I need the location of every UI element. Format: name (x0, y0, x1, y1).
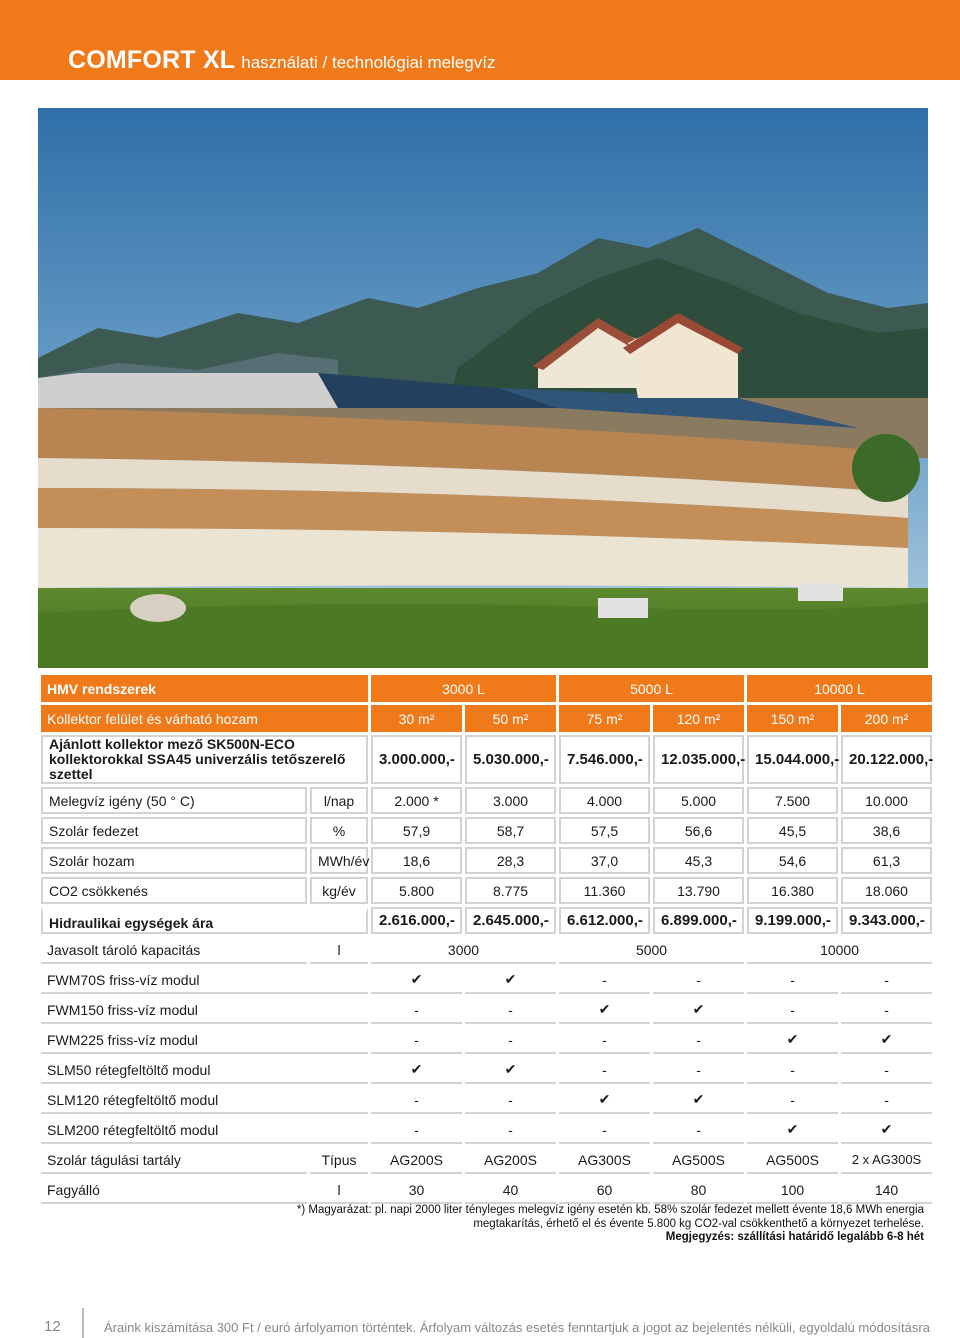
value-cell: - (747, 1087, 838, 1114)
tank-3000: 3000 L (371, 675, 556, 702)
value-cell: 57,9 (371, 817, 462, 844)
value-cell: ✔ (559, 1087, 650, 1114)
tank-10000: 10000 L (747, 675, 932, 702)
value-cell: 5.800 (371, 877, 462, 904)
row-label: SLM120 rétegfeltöltő modul (41, 1087, 368, 1114)
price-cell: 3.000.000,- (371, 735, 462, 784)
value-cell: ✔ (371, 1057, 462, 1084)
table-row (41, 1147, 932, 1174)
value-cell: 58,7 (465, 817, 556, 844)
price-cell: 9.343.000,- (841, 907, 932, 934)
value-cell: - (747, 967, 838, 994)
area-cell: 50 m² (465, 705, 556, 732)
value-cell: - (653, 1117, 744, 1144)
value-cell: 140 (841, 1177, 932, 1204)
price-cell: 2.616.000,- (371, 907, 462, 934)
value-cell: - (371, 1027, 462, 1054)
price-cell: 6.612.000,- (559, 907, 650, 934)
value-cell: AG300S (559, 1147, 650, 1174)
table-row (41, 847, 932, 874)
area-cell: 30 m² (371, 705, 462, 732)
price-cell: 5.030.000,- (465, 735, 556, 784)
title-subtitle: használati / technológiai melegvíz (241, 53, 496, 72)
value-cell: 100 (747, 1177, 838, 1204)
table-row (41, 1087, 932, 1114)
page-number: 12 (44, 1318, 61, 1335)
value-cell: ✔ (653, 997, 744, 1024)
value-cell: 5.000 (653, 787, 744, 814)
table-row (41, 675, 932, 702)
hydraulic-label: Hidraulikai egységek ára (41, 907, 368, 934)
table-row (41, 877, 932, 904)
value-cell: 4.000 (559, 787, 650, 814)
value-cell: - (841, 1087, 932, 1114)
value-cell: - (841, 967, 932, 994)
table-row (41, 997, 932, 1024)
row-label: SLM200 rétegfeltöltő modul (41, 1117, 368, 1144)
title-bold: COMFORT XL (68, 46, 236, 74)
value-cell: - (559, 1117, 650, 1144)
value-cell: 60 (559, 1177, 650, 1204)
value-cell: - (841, 997, 932, 1024)
value-cell: - (371, 1087, 462, 1114)
value-cell: 5000 (559, 937, 744, 964)
value-cell: AG200S (465, 1147, 556, 1174)
row-label: FWM225 friss-víz modul (41, 1027, 368, 1054)
value-cell: 28,3 (465, 847, 556, 874)
value-cell: 54,6 (747, 847, 838, 874)
row-label: Fagyálló (41, 1177, 307, 1204)
building-photo (38, 108, 928, 668)
value-cell: 13.790 (653, 877, 744, 904)
area-cell: 75 m² (559, 705, 650, 732)
value-cell: ✔ (371, 967, 462, 994)
row-label: Szolár tágulási tartály (41, 1147, 307, 1174)
value-cell: 37,0 (559, 847, 650, 874)
value-cell: ✔ (465, 1057, 556, 1084)
row-unit: % (310, 817, 368, 844)
value-cell: - (371, 997, 462, 1024)
row-label: SLM50 rétegfeltöltő modul (41, 1057, 368, 1084)
value-cell: - (465, 1087, 556, 1114)
value-cell: 40 (465, 1177, 556, 1204)
table-row (41, 1117, 932, 1144)
value-cell: 45,3 (653, 847, 744, 874)
footer-disclaimer: Áraink kiszámítása 300 Ft / euró árfolyamon történtek. Árfolyam változás esetés fenntartjuk a jogot az bejelentés nélküli, egyoldalú módosításra (104, 1320, 930, 1335)
table-row (41, 1177, 932, 1204)
row-label: Szolár hozam (41, 847, 307, 874)
value-cell: - (559, 1027, 650, 1054)
value-cell: - (747, 997, 838, 1024)
value-cell: ✔ (841, 1027, 932, 1054)
row-label: Javasolt tároló kapacitás (41, 937, 307, 964)
header-bar (0, 0, 960, 80)
value-cell: ✔ (653, 1087, 744, 1114)
row-unit: l (310, 937, 368, 964)
table-row (41, 937, 932, 964)
value-cell: - (653, 1027, 744, 1054)
value-cell: 56,6 (653, 817, 744, 844)
price-cell: 12.035.000,- (653, 735, 744, 784)
price-cell: 6.899.000,- (653, 907, 744, 934)
tank-5000: 5000 L (559, 675, 744, 702)
row-unit: MWh/év (310, 847, 368, 874)
value-cell: 61,3 (841, 847, 932, 874)
value-cell: 16.380 (747, 877, 838, 904)
table-row (41, 735, 932, 784)
systems-label: HMV rendszerek (41, 675, 368, 702)
area-cell: 150 m² (747, 705, 838, 732)
value-cell: ✔ (747, 1117, 838, 1144)
value-cell: - (465, 1117, 556, 1144)
price-cell: 9.199.000,- (747, 907, 838, 934)
value-cell: ✔ (559, 997, 650, 1024)
row-label: CO2 csökkenés (41, 877, 307, 904)
value-cell: - (465, 997, 556, 1024)
value-cell: - (653, 1057, 744, 1084)
value-cell: - (559, 1057, 650, 1084)
price-cell: 7.546.000,- (559, 735, 650, 784)
value-cell: ✔ (841, 1117, 932, 1144)
delivery-note: Megjegyzés: szállítási határidő legalább 6-8 hét (665, 1231, 924, 1243)
page-title (68, 46, 495, 75)
footnote-line: megtakarítás, érhető el és évente 5.800 kg CO2-val csökkenthető a környezet terhelése. (473, 1217, 924, 1230)
value-cell: 7.500 (747, 787, 838, 814)
row-unit: l (310, 1177, 368, 1204)
value-cell: 10000 (747, 937, 932, 964)
value-cell: 45,5 (747, 817, 838, 844)
value-cell: AG200S (371, 1147, 462, 1174)
value-cell: 18,6 (371, 847, 462, 874)
area-cell: 200 m² (841, 705, 932, 732)
table-row (41, 705, 932, 732)
row-unit: Típus (310, 1147, 368, 1174)
collector-label: Kollektor felület és várható hozam (41, 705, 368, 732)
value-cell: 3000 (371, 937, 556, 964)
row-label: FWM150 friss-víz modul (41, 997, 368, 1024)
table-row (41, 817, 932, 844)
value-cell: - (465, 1027, 556, 1054)
value-cell: - (841, 1057, 932, 1084)
value-cell: ✔ (747, 1027, 838, 1054)
price-cell: 20.122.000,- (841, 735, 932, 784)
value-cell: 57,5 (559, 817, 650, 844)
value-cell: 38,6 (841, 817, 932, 844)
value-cell: 8.775 (465, 877, 556, 904)
row-label: Szolár fedezet (41, 817, 307, 844)
value-cell: AG500S (747, 1147, 838, 1174)
value-cell: 10.000 (841, 787, 932, 814)
value-cell: 18.060 (841, 877, 932, 904)
value-cell: ✔ (465, 967, 556, 994)
value-cell: 80 (653, 1177, 744, 1204)
area-cell: 120 m² (653, 705, 744, 732)
row-label: FWM70S friss-víz modul (41, 967, 368, 994)
value-cell: 11.360 (559, 877, 650, 904)
footer-divider (82, 1308, 84, 1338)
value-cell: 2 x AG300S (841, 1147, 932, 1174)
row-unit: l/nap (310, 787, 368, 814)
footnotes (224, 1204, 924, 1245)
value-cell: - (747, 1057, 838, 1084)
value-cell: 3.000 (465, 787, 556, 814)
row-label: Melegvíz igény (50 ° C) (41, 787, 307, 814)
footnote-line: *) Magyarázat: pl. napi 2000 liter tényleges melegvíz igény esetén kb. 58% szolár fedezet mellett évente 18,6 MWh energia (296, 1204, 924, 1216)
table-row (41, 907, 932, 934)
value-cell: AG500S (653, 1147, 744, 1174)
table-row (41, 1027, 932, 1054)
recommended-label: Ajánlott kollektor mező SK500N-ECO kollektorokkal SSA45 univerzális tetőszerelő szettel (41, 735, 368, 784)
value-cell: - (371, 1117, 462, 1144)
price-cell: 15.044.000,- (747, 735, 838, 784)
table-row (41, 1057, 932, 1084)
table-row (41, 967, 932, 994)
spec-table (38, 672, 935, 1207)
price-cell: 2.645.000,- (465, 907, 556, 934)
table-row (41, 787, 932, 814)
value-cell: 2.000 * (371, 787, 462, 814)
row-unit: kg/év (310, 877, 368, 904)
value-cell: - (653, 967, 744, 994)
value-cell: - (559, 967, 650, 994)
value-cell: 30 (371, 1177, 462, 1204)
